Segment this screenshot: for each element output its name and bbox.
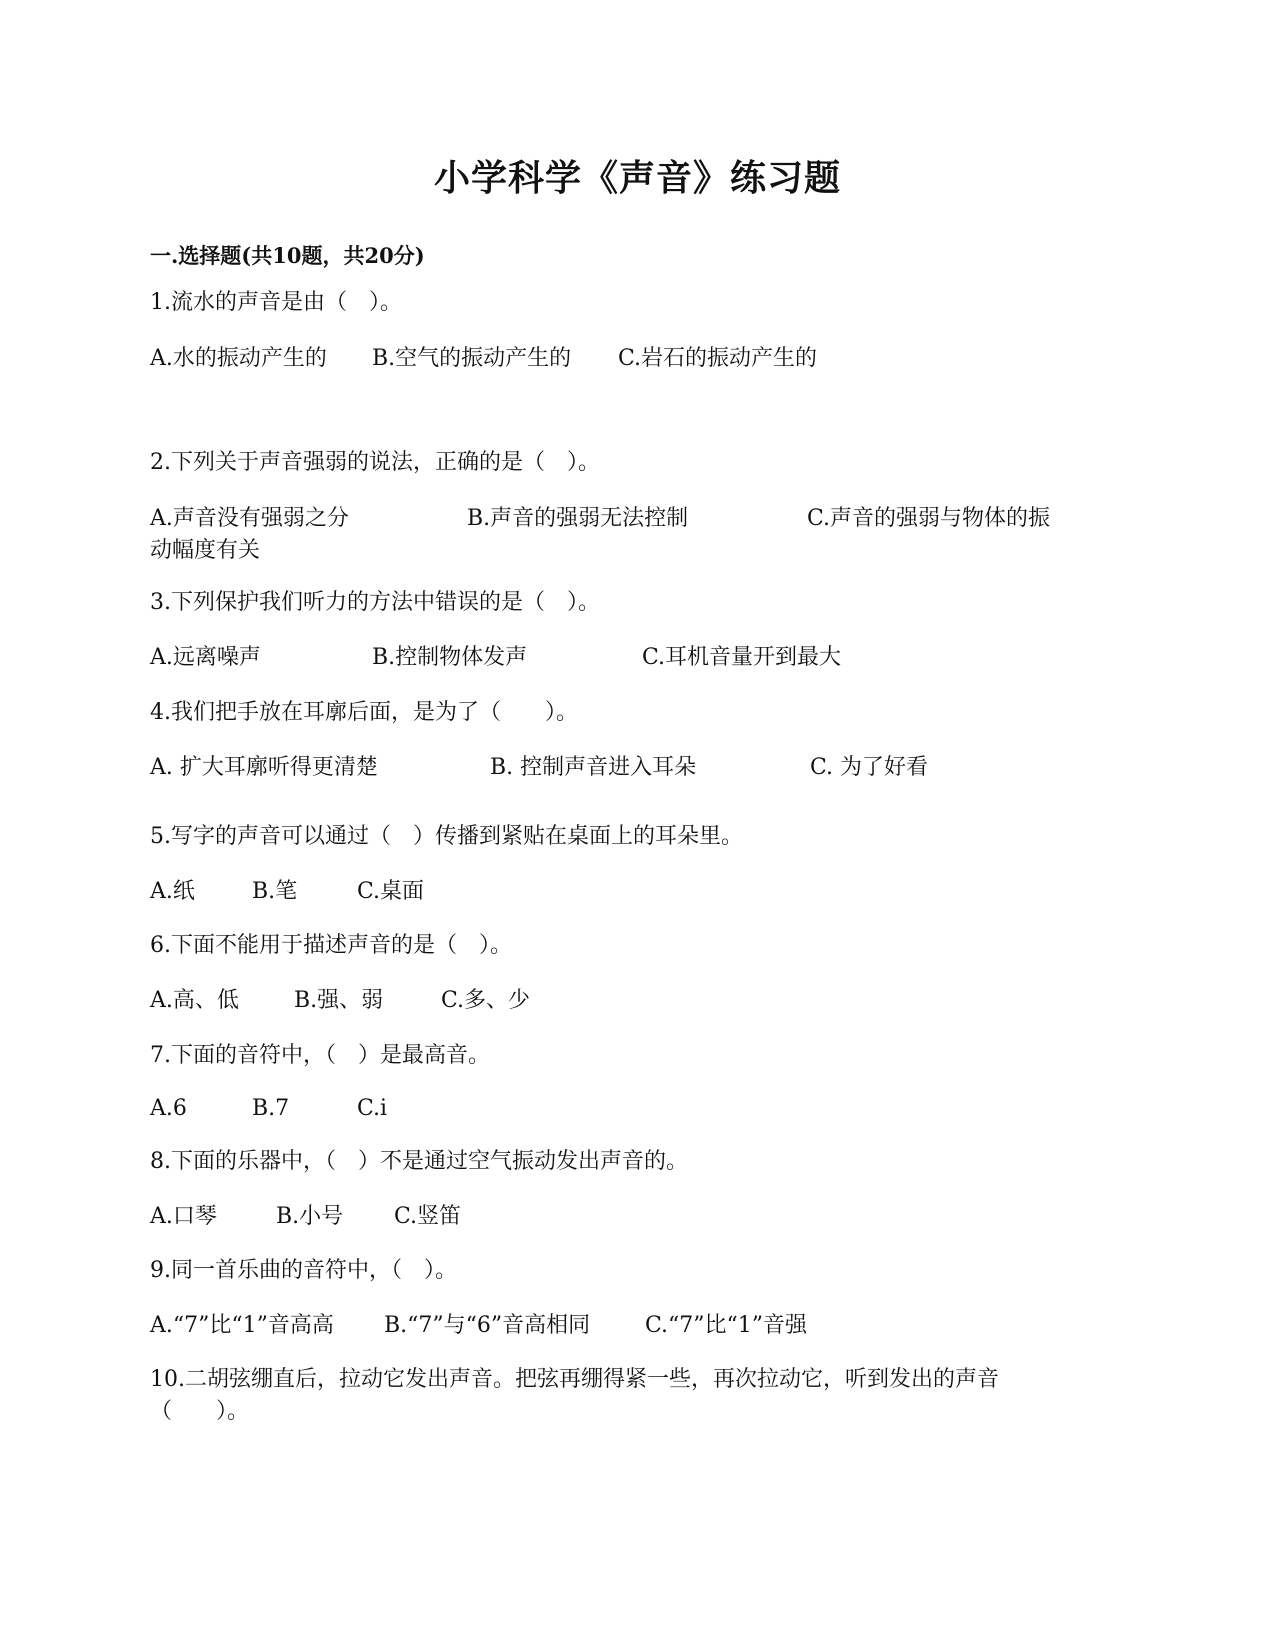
question-7-stem: 7.下面的音符中，（ ）是最高音。 bbox=[150, 1043, 490, 1068]
question-3-option-a: A.远离噪声 bbox=[150, 645, 261, 670]
question-9-option-a: A.“7”比“1”音高高 bbox=[150, 1313, 334, 1338]
question-10-stem: 10.二胡弦绷直后，拉动它发出声音。把弦再绷得紧一些，再次拉动它，听到发出的声音 bbox=[150, 1367, 999, 1392]
question-8-stem: 8.下面的乐器中，（ ）不是通过空气振动发出声音的。 bbox=[150, 1149, 688, 1174]
question-1-option-a: A.水的振动产生的 bbox=[150, 346, 327, 371]
question-1-option-b: B.空气的振动产生的 bbox=[372, 346, 572, 371]
question-2-option-c-continued: 动幅度有关 bbox=[150, 538, 261, 563]
question-6-stem: 6.下面不能用于描述声音的是（ ）。 bbox=[150, 933, 512, 958]
question-8-option-a: A.口琴 bbox=[150, 1204, 217, 1229]
question-5-option-a: A.纸 bbox=[150, 879, 195, 904]
question-2-stem: 2.下列关于声音强弱的说法，正确的是（ ）。 bbox=[150, 450, 600, 475]
question-3-stem: 3.下列保护我们听力的方法中错误的是（ ）。 bbox=[150, 590, 600, 615]
question-9-stem: 9.同一首乐曲的音符中，（ ）。 bbox=[150, 1258, 457, 1283]
question-3-option-b: B.控制物体发声 bbox=[372, 645, 528, 670]
question-9-option-b: B.“7”与“6”音高相同 bbox=[384, 1313, 591, 1338]
question-2-option-b: B.声音的强弱无法控制 bbox=[467, 506, 689, 531]
question-4-option-b: B. 控制声音进入耳朵 bbox=[490, 755, 697, 780]
question-1-stem: 1.流水的声音是由（ ）。 bbox=[150, 290, 402, 315]
section-heading: 一.选择题(共10题，共20分) bbox=[150, 243, 425, 268]
question-1-option-c: C.岩石的振动产生的 bbox=[618, 346, 818, 371]
question-5-option-b: B.笔 bbox=[252, 879, 298, 904]
question-2-option-c: C.声音的强弱与物体的振 bbox=[807, 506, 1051, 531]
question-4-option-a: A. 扩大耳廓听得更清楚 bbox=[150, 755, 378, 780]
question-4-stem: 4.我们把手放在耳廓后面，是为了（ ）。 bbox=[150, 700, 578, 725]
question-10-answer-blank: （ ）。 bbox=[150, 1399, 250, 1424]
question-9-option-c: C.“7”比“1”音强 bbox=[645, 1313, 808, 1338]
question-5-option-c: C.桌面 bbox=[357, 879, 425, 904]
question-6-option-b: B.强、弱 bbox=[294, 988, 384, 1013]
page-title: 小学科学《声音》练习题 bbox=[433, 157, 841, 199]
question-4-option-c: C. 为了好看 bbox=[810, 755, 929, 780]
question-7-option-c: C.i bbox=[357, 1096, 388, 1121]
question-6-option-a: A.高、低 bbox=[150, 988, 239, 1013]
question-6-option-c: C.多、少 bbox=[441, 988, 531, 1013]
question-5-stem: 5.写字的声音可以通过（ ）传播到紧贴在桌面上的耳朵里。 bbox=[150, 824, 743, 849]
question-7-option-b: B.7 bbox=[252, 1096, 290, 1121]
question-3-option-c: C.耳机音量开到最大 bbox=[642, 645, 842, 670]
question-8-option-c: C.竖笛 bbox=[394, 1204, 462, 1229]
question-7-option-a: A.6 bbox=[150, 1096, 187, 1121]
question-8-option-b: B.小号 bbox=[276, 1204, 344, 1229]
question-2-option-a: A.声音没有强弱之分 bbox=[150, 506, 349, 531]
